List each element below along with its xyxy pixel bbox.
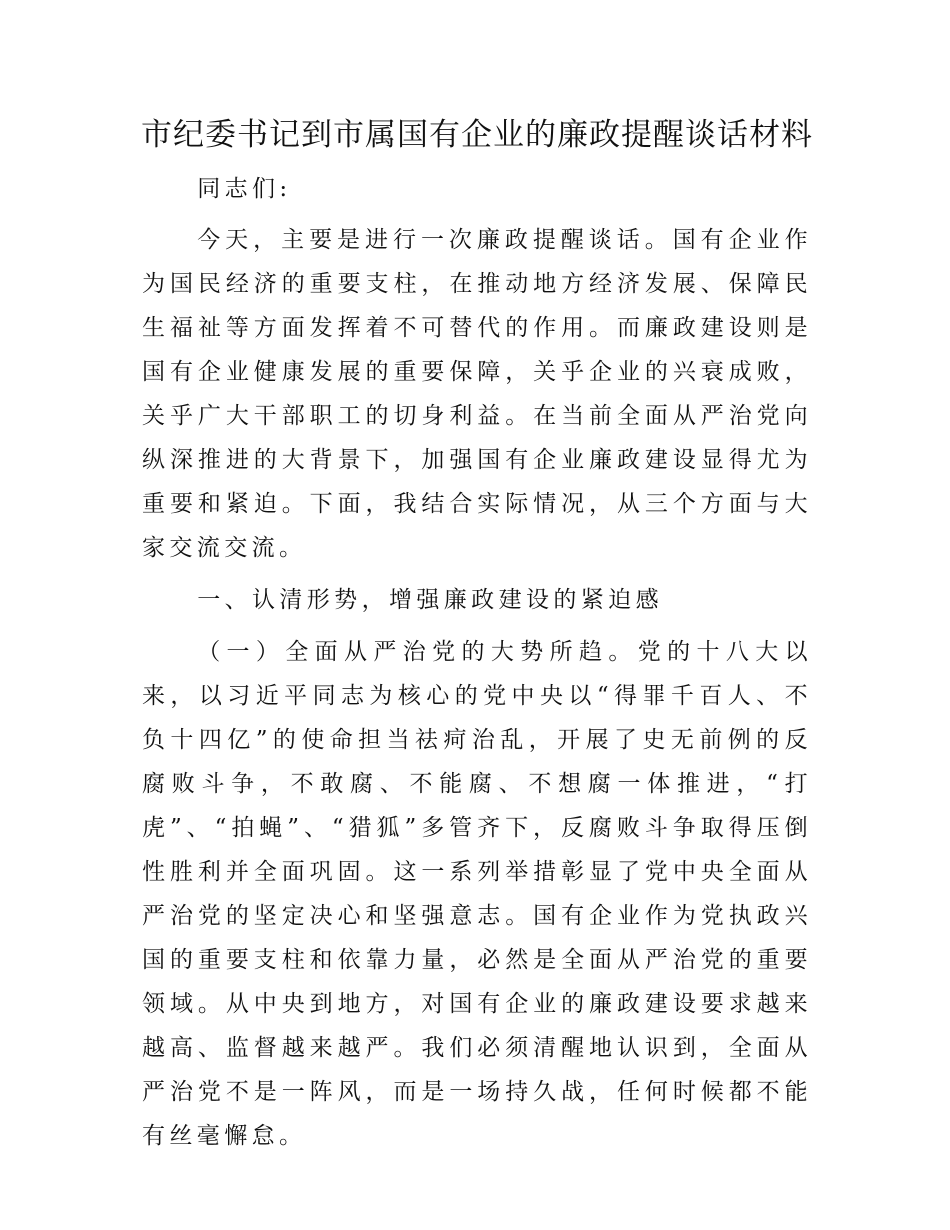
- subsection-paragraph-1: （一）全面从严治党的大势所趋。党的十八大以来，以习近平同志为核心的党中央以“得罪千百人、不负十四亿”的使命担当祛疴治乱，开展了史无前例的反腐败斗争，不敢腐、不能腐、不想腐一体推进，“打虎”、“拍蝇”、“猎狐”多管齐下，反腐败斗争取得压倒性胜利并全面巩固。这一系列举措彰显了党中央全面从严治党的坚定决心和坚强意志。国有企业作为党执政兴国的重要支柱和依靠力量，必然是全面从严治党的重要领域。从中央到地方，对国有企业的廉政建设要求越来越高、监督越来越严。我们必须清醒地认识到，全面从严治党不是一阵风，而是一场持久战，任何时候都不能有丝毫懈怠。: [142, 639, 812, 1149]
- salutation: 同志们:: [197, 176, 292, 202]
- section-heading-1: 一、认清形势，增强廉政建设的紧迫感: [197, 587, 663, 613]
- document-title: 市纪委书记到市属国有企业的廉政提醒谈话材料: [141, 117, 813, 153]
- document-page: [142, 112, 812, 1166]
- intro-paragraph: 今天，主要是进行一次廉政提醒谈话。国有企业作为国民经济的重要支柱，在推动地方经济发展、保障民生福祉等方面发挥着不可替代的作用。而廉政建设则是国有企业健康发展的重要保障，关乎企业的兴衰成败，关乎广大干部职工的切身利益。在当前全面从严治党向纵深推进的大背景下，加强国有企业廉政建设显得尤为重要和紧迫。下面，我结合实际情况，从三个方面与大家交流交流。: [142, 227, 812, 561]
